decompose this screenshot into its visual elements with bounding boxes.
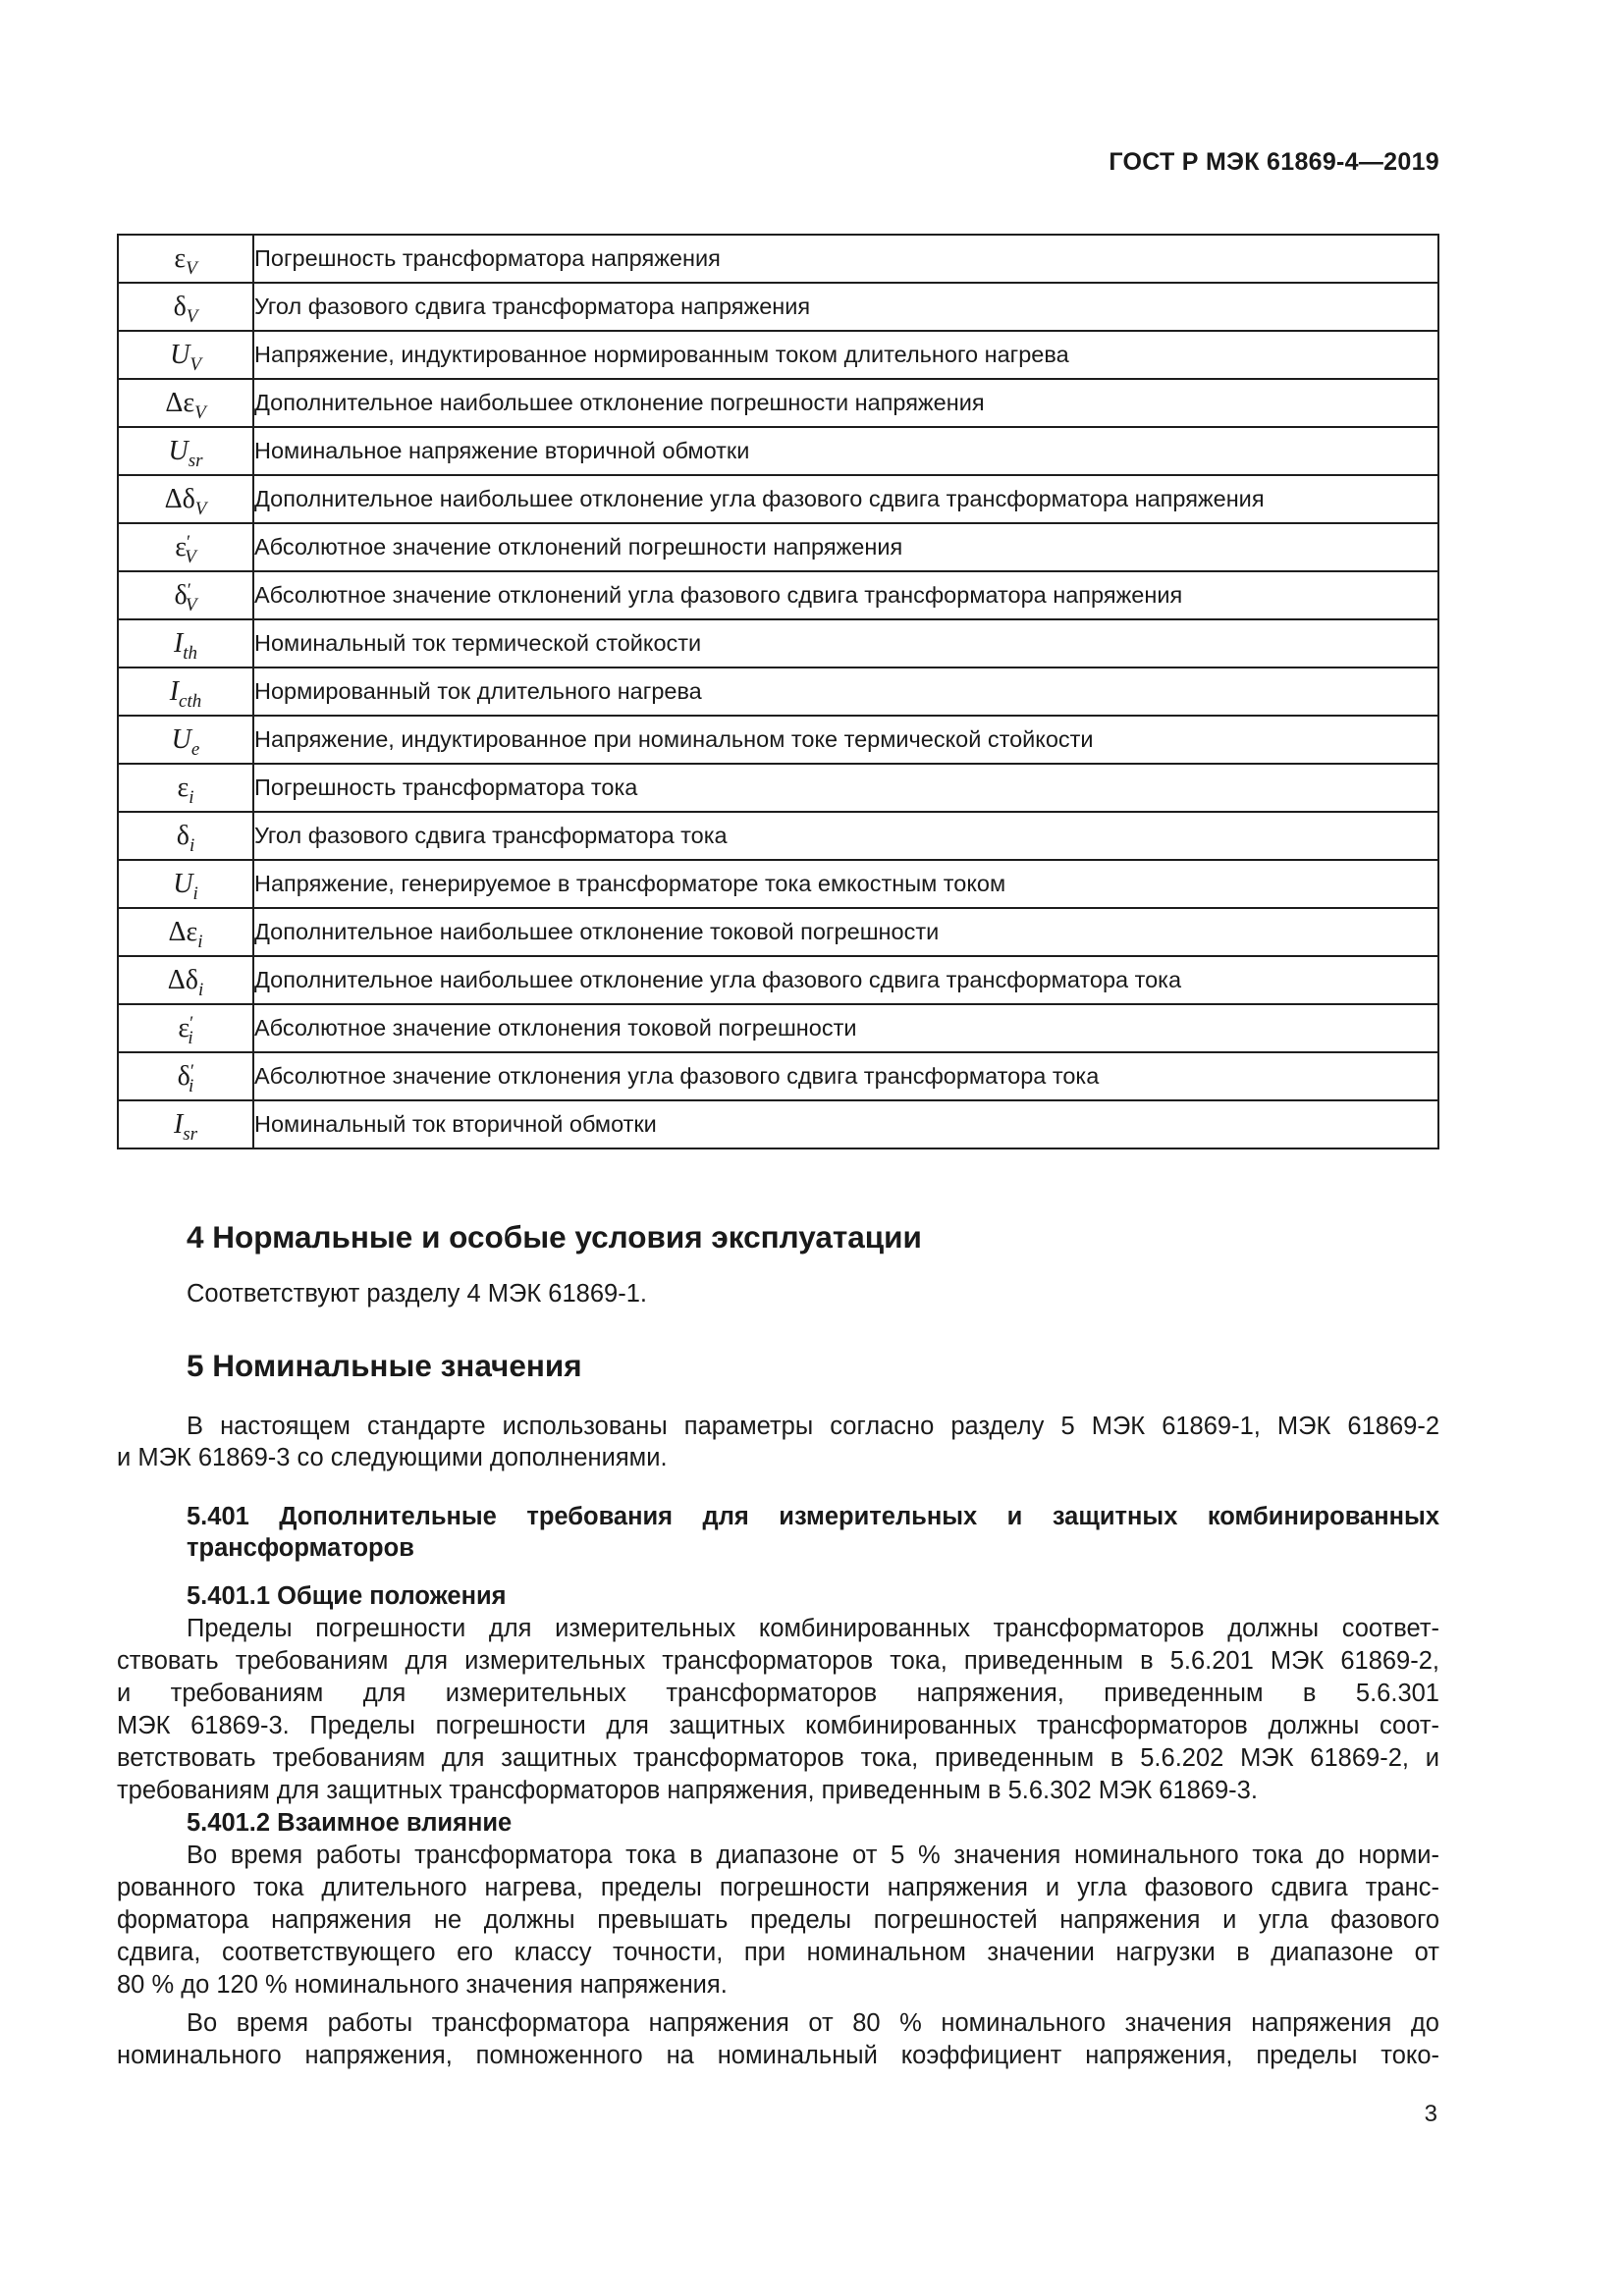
symbol-prime: ′: [189, 1012, 194, 1034]
description-cell: Дополнительное наибольшее отклонение угла фазового сдвига трансформатора тока: [253, 956, 1438, 1004]
description-cell: Номинальный ток вторичной обмотки: [253, 1100, 1438, 1148]
description-cell: Дополнительное наибольшее отклонение токовой погрешности: [253, 908, 1438, 956]
table-row: [118, 331, 1438, 379]
description-cell: Угол фазового сдвига трансформатора тока: [253, 812, 1438, 860]
document-code-header: ГОСТ Р МЭК 61869-4—2019: [1109, 148, 1439, 176]
symbol-cell: [118, 571, 253, 619]
description-cell: Напряжение, индуктированное нормированным током длительного нагрева: [253, 331, 1438, 379]
symbol-subscript: cth: [179, 690, 202, 712]
description-cell: Нормированный ток длительного нагрева: [253, 667, 1438, 716]
symbol-subscript: e: [190, 738, 200, 760]
symbol-subscript: i: [189, 1075, 194, 1096]
symbol-cell: [118, 379, 253, 427]
symbol-cell: [118, 619, 253, 667]
description-cell: Дополнительное наибольшее отклонение погрешности напряжения: [253, 379, 1438, 427]
table-row: [118, 379, 1438, 427]
symbol-subscript: sr: [188, 450, 203, 471]
symbol-subscript: sr: [183, 1123, 198, 1145]
table-row: [118, 812, 1438, 860]
symbol-base: ε: [178, 1012, 190, 1043]
symbol-cell: [118, 427, 253, 475]
symbol-base: Δδ: [164, 483, 195, 514]
subsection-54011-line: требованиям для защитных трансформаторов напряжения, приведенным в 5.6.302 МЭК 61869-3.: [117, 1777, 1258, 1804]
description-cell: Угол фазового сдвига трансформатора напряжения: [253, 283, 1438, 331]
symbol-cell: [118, 283, 253, 331]
symbol-cell: [118, 812, 253, 860]
subsection-5401-heading-line2: трансформаторов: [187, 1534, 414, 1562]
table-row: [118, 908, 1438, 956]
subsection-54011-line: Пределы погрешности для измерительных комбинированных трансформаторов должны соответ-: [187, 1615, 1439, 1642]
symbol-base: U: [168, 435, 189, 466]
symbol-cell: [118, 956, 253, 1004]
symbol-subscript: i: [189, 834, 195, 856]
section-5-intro-line1: В настоящем стандарте использованы параметры согласно разделу 5 МЭК 61869-1, МЭК 61869-2: [187, 1413, 1439, 1440]
symbol-prime: ′: [187, 579, 191, 601]
symbol-cell: [118, 235, 253, 283]
table-row: [118, 523, 1438, 571]
subsection-5401-heading-line1: 5.401 Дополнительные требования для измерительных и защитных комбинированных: [187, 1503, 1439, 1530]
symbol-cell: [118, 908, 253, 956]
subsection-54012-p1-line: 80 % до 120 % номинального значения напряжения.: [117, 1971, 728, 1999]
symbol-base: U: [171, 723, 191, 755]
subsection-54012-p2-line: Во время работы трансформатора напряжения от 80 % номинального значения напряжения до: [187, 2009, 1439, 2037]
symbol-base: U: [170, 339, 190, 370]
section-5-heading: 5 Номинальные значения: [187, 1348, 582, 1383]
symbol-subscript: i: [197, 979, 204, 1000]
symbol-cell: [118, 1004, 253, 1052]
symbol-base: U: [173, 868, 193, 899]
subsection-54012-p1-line: сдвига, соответствующего его классу точности, при номинальном значении нагрузки в диапазоне от: [117, 1939, 1439, 1966]
symbol-subscript: V: [186, 257, 197, 279]
description-cell: Номинальный ток термической стойкости: [253, 619, 1438, 667]
symbol-base: δ: [176, 820, 189, 851]
table-row: [118, 427, 1438, 475]
table-row: [118, 571, 1438, 619]
description-cell: Абсолютное значение отклонения угла фазового сдвига трансформатора тока: [253, 1052, 1438, 1100]
symbol-base: I: [173, 627, 184, 659]
symbol-subscript: i: [192, 882, 198, 904]
description-cell: Дополнительное наибольшее отклонение угла фазового сдвига трансформатора напряжения: [253, 475, 1438, 523]
symbol-base: δ: [173, 291, 187, 322]
symbol-subscript: V: [185, 594, 197, 615]
table-row: [118, 716, 1438, 764]
description-cell: Номинальное напряжение вторичной обмотки: [253, 427, 1438, 475]
section-4-text: Соответствуют разделу 4 МЭК 61869-1.: [187, 1280, 647, 1308]
description-cell: Абсолютное значение отклонений погрешности напряжения: [253, 523, 1438, 571]
subsection-54011-heading: 5.401.1 Общие положения: [187, 1582, 507, 1610]
table-row: [118, 283, 1438, 331]
subsection-54011-line: МЭК 61869-3. Пределы погрешности для защитных комбинированных трансформаторов должны соот-: [117, 1712, 1439, 1739]
symbol-cell: [118, 1100, 253, 1148]
symbol-cell: [118, 331, 253, 379]
description-cell: Абсолютное значение отклонения токовой погрешности: [253, 1004, 1438, 1052]
subsection-54012-p1-line: Во время работы трансформатора тока в диапазоне от 5 % значения номинального тока до норми-: [187, 1842, 1439, 1869]
symbol-base: ε: [177, 772, 189, 803]
symbol-cell: [118, 860, 253, 908]
description-cell: Напряжение, генерируемое в трансформаторе тока емкостным током: [253, 860, 1438, 908]
symbol-prime: ′: [189, 1060, 195, 1082]
page-number: 3: [1424, 2101, 1437, 2127]
description-cell: Абсолютное значение отклонений угла фазового сдвига трансформатора напряжения: [253, 571, 1438, 619]
symbol-base: I: [169, 675, 180, 707]
section-5-intro-line2: и МЭК 61869-3 со следующими дополнениями.: [117, 1444, 668, 1471]
subsection-54011-line: ветствовать требованиям для защитных трансформаторов тока, приведенным в 5.6.202 МЭК 61869-2, и: [117, 1744, 1439, 1772]
symbol-base: I: [173, 1108, 184, 1140]
symbol-base: δ: [174, 579, 188, 611]
symbol-cell: [118, 1052, 253, 1100]
description-cell: Погрешность трансформатора тока: [253, 764, 1438, 812]
table-row: [118, 860, 1438, 908]
description-cell: Напряжение, индуктированное при номинальном токе термической стойкости: [253, 716, 1438, 764]
symbol-prime: ′: [187, 531, 191, 553]
subsection-54011-line: и требованиям для измерительных трансформаторов напряжения, приведенным в 5.6.301: [117, 1680, 1439, 1707]
symbol-base: Δδ: [167, 964, 198, 995]
subsection-54012-p1-line: рованного тока длительного нагрева, пределы погрешности напряжения и угла фазового сдвига транс-: [117, 1874, 1439, 1901]
symbol-base: Δε: [168, 916, 198, 947]
subsection-54011-line: ствовать требованиям для измерительных трансформаторов тока, приведенным в 5.6.201 МЭК 61869-2,: [117, 1647, 1439, 1675]
symbol-cell: [118, 475, 253, 523]
symbol-cell: [118, 667, 253, 716]
table-row: [118, 619, 1438, 667]
symbol-base: ε: [174, 242, 187, 274]
table-row: [118, 764, 1438, 812]
symbol-subscript: V: [189, 353, 201, 375]
symbol-base: δ: [177, 1060, 190, 1092]
table-row: [118, 1052, 1438, 1100]
symbol-subscript: th: [183, 642, 198, 664]
table-row: [118, 1100, 1438, 1148]
symbol-subscript: V: [185, 546, 196, 567]
symbol-subscript: i: [197, 931, 203, 952]
symbol-subscript: V: [194, 498, 207, 519]
symbols-table: [117, 234, 1439, 1149]
symbol-subscript: i: [189, 786, 194, 808]
symbol-subscript: V: [194, 401, 206, 423]
symbol-cell: [118, 764, 253, 812]
symbol-cell: [118, 523, 253, 571]
symbol-subscript: i: [188, 1027, 193, 1048]
table-row: [118, 1004, 1438, 1052]
table-row: [118, 475, 1438, 523]
table-row: [118, 235, 1438, 283]
symbol-base: Δε: [165, 387, 195, 418]
table-row: [118, 956, 1438, 1004]
symbol-cell: [118, 716, 253, 764]
subsection-54012-p1-line: форматора напряжения не должны превышать пределы погрешностей напряжения и угла фазового: [117, 1906, 1439, 1934]
section-4-heading: 4 Нормальные и особые условия эксплуатации: [187, 1219, 922, 1255]
subsection-54012-p2-line: номинального напряжения, помноженного на номинальный коэффициент напряжения, пределы токо-: [117, 2042, 1439, 2069]
symbol-base: ε: [175, 531, 187, 562]
subsection-54012-heading: 5.401.2 Взаимное влияние: [187, 1809, 513, 1837]
description-cell: Погрешность трансформатора напряжения: [253, 235, 1438, 283]
symbol-subscript: V: [186, 305, 198, 327]
table-row: [118, 667, 1438, 716]
